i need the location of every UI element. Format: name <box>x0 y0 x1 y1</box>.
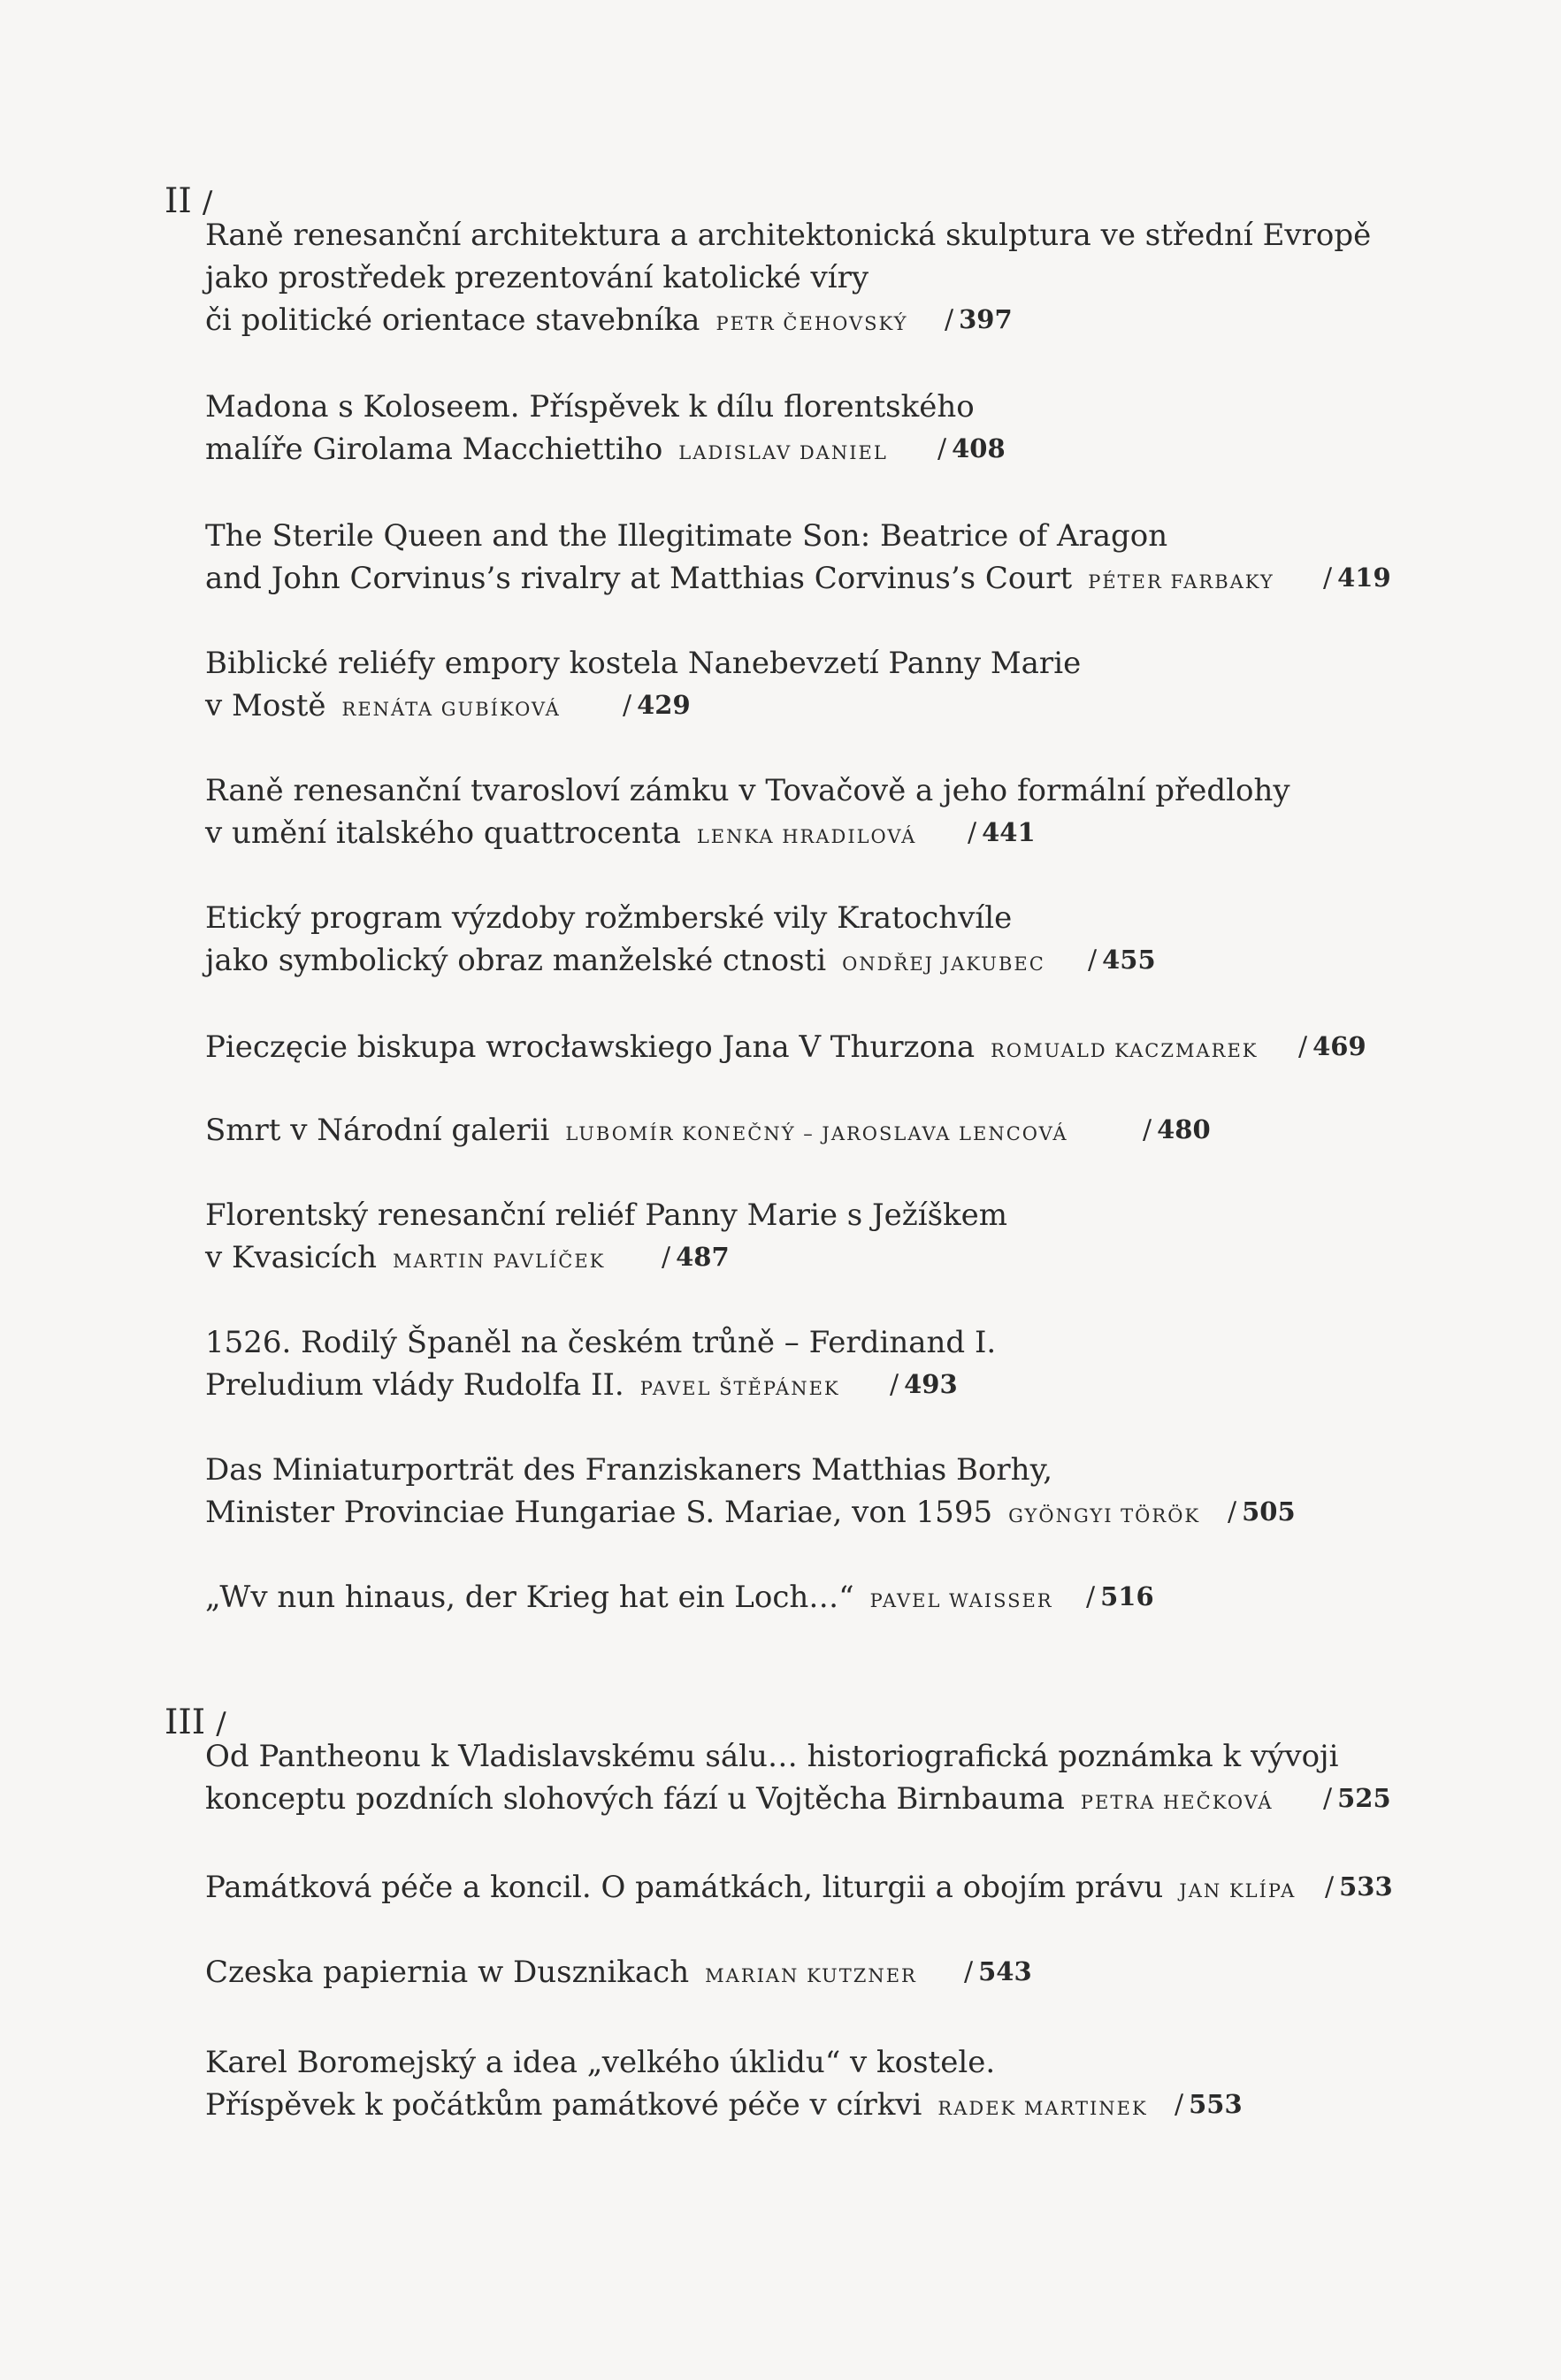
page-number-slash: / <box>1323 1783 1333 1814</box>
entry-author: PÉTER FARBAKY <box>1088 571 1274 593</box>
page-number-slash: / <box>1325 1871 1335 1902</box>
entry-title-line <box>205 1109 1068 1155</box>
section-numeral-text: III <box>165 1703 206 1742</box>
page-number-slash: / <box>1175 2089 1184 2120</box>
entry-title-text: konceptu pozdních slohových fází u Vojtěcha Birnbauma <box>205 1781 1065 1817</box>
entry-title-line <box>205 1364 996 1410</box>
entry-page-number <box>937 433 1006 464</box>
page-number-value: 469 <box>1312 1031 1366 1061</box>
entry-page-number <box>945 304 1013 335</box>
page-number-slash: / <box>968 817 977 848</box>
toc-entry <box>205 897 1045 985</box>
entry-title-line <box>205 299 1371 345</box>
toc-entry <box>205 1321 996 1410</box>
entry-title-text: „Wv nun hinaus, der Krieg hat ein Loch…“ <box>205 1580 854 1615</box>
entry-title-text: Minister Provinciae Hungariae S. Mariae, von 1595 <box>205 1495 993 1530</box>
entry-title-line <box>205 2084 1148 2130</box>
entry-title-text: The Sterile Queen and the Illegitimate Son: Beatrice of Aragon <box>205 518 1168 554</box>
entry-author: LADISLAV DANIEL <box>678 442 888 463</box>
toc-entry <box>205 1576 1053 1622</box>
page-number-value: 397 <box>959 304 1013 334</box>
page-number-value: 408 <box>952 433 1006 463</box>
page-number-value: 525 <box>1337 1783 1391 1813</box>
entry-title-text: v Kvasicích <box>205 1240 378 1275</box>
entry-author: LUBOMÍR KONEČNÝ – JAROSLAVA LENCOVÁ <box>565 1123 1068 1144</box>
entry-title-text: Raně renesanční architektura a architektonická skulptura ve střední Evropě <box>205 218 1372 253</box>
entry-page-number <box>890 1369 958 1400</box>
entry-page-number <box>1228 1496 1296 1527</box>
entry-title-text: malíře Girolama Macchiettiho <box>205 432 663 467</box>
entry-author: JAN KLÍPA <box>1179 1880 1297 1902</box>
entry-title-text: v umění italského quattrocenta <box>205 815 681 851</box>
entry-page-number <box>1325 1871 1393 1902</box>
entry-author: LENKA HRADILOVÁ <box>696 826 917 847</box>
toc-entry <box>205 515 1274 603</box>
entry-page-number <box>623 690 691 721</box>
entry-title-line <box>205 1194 1007 1236</box>
page-number-slash: / <box>1298 1031 1308 1062</box>
entry-page-number <box>968 817 1036 848</box>
entry-title-text: Smrt v Národní galerii <box>205 1113 550 1148</box>
entry-title-text: Florentský renesanční reliéf Panny Marie s Ježíškem <box>205 1198 1007 1233</box>
toc-entry <box>205 1449 1200 1537</box>
entry-title-text: Das Miniaturporträt des Franziskaners Matthias Borhy, <box>205 1452 1053 1488</box>
entry-title-line <box>205 1951 917 1997</box>
entry-title-text: Příspěvek k počátkům památkové péče v církvi <box>205 2087 922 2123</box>
section-numeral-text: II <box>165 181 192 221</box>
entry-author: MARIAN KUTZNER <box>705 1965 917 1986</box>
toc-entry <box>205 1951 917 1997</box>
entry-title-line <box>205 769 1290 812</box>
page-number-value: 543 <box>978 1956 1032 1986</box>
entry-title-line <box>205 939 1045 985</box>
entry-title-text: Od Pantheonu k Vladislavskému sálu… historiografická poznámka k vývoji <box>205 1739 1339 1774</box>
entry-title-line <box>205 428 975 474</box>
entry-page-number <box>1088 945 1156 976</box>
entry-author: MARTIN PAVLÍČEK <box>393 1251 606 1272</box>
page-number-value: 419 <box>1337 562 1391 593</box>
entry-title-text: jako symbolický obraz manželské ctnosti <box>205 943 827 978</box>
page-number-slash: / <box>662 1242 671 1273</box>
page-number-slash: / <box>945 304 954 335</box>
entry-title-line <box>205 515 1274 557</box>
entry-title-text: Raně renesanční tvarosloví zámku v Tovačově a jeho formální předlohy <box>205 773 1290 808</box>
entry-title-line <box>205 1449 1200 1491</box>
entry-title-line <box>205 1778 1338 1824</box>
entry-title-line <box>205 897 1045 939</box>
entry-title-text: Czeska papiernia w Dusznikach <box>205 1955 690 1990</box>
section-slash: / <box>202 185 213 220</box>
toc-entry <box>205 769 1290 858</box>
entry-title-text: Preludium vlády Rudolfa II. <box>205 1367 624 1403</box>
toc-entry <box>205 1866 1296 1912</box>
entry-page-number <box>1323 562 1391 593</box>
entry-page-number <box>1086 1581 1154 1612</box>
page-number-slash: / <box>623 690 632 721</box>
page-number-slash: / <box>1088 945 1098 976</box>
entry-title-line <box>205 1866 1296 1912</box>
entry-title-line <box>205 1491 1200 1537</box>
toc-entry <box>205 1735 1338 1824</box>
entry-author: PETRA HEČKOVÁ <box>1080 1792 1274 1813</box>
page-number-value: 505 <box>1242 1496 1296 1527</box>
entry-title-line <box>205 1576 1053 1622</box>
entry-title-text: Karel Boromejský a idea „velkého úklidu“ v kostele. <box>205 2045 996 2080</box>
page-number-slash: / <box>937 433 947 464</box>
entry-title-line <box>205 214 1371 256</box>
entry-page-number <box>1143 1114 1211 1145</box>
entry-author: GYÖNGYI TÖRÖK <box>1008 1505 1201 1527</box>
entry-author: RADEK MARTINEK <box>937 2098 1148 2119</box>
entry-title-text: Madona s Koloseem. Příspěvek k dílu florentského <box>205 389 975 425</box>
entry-title-text: jako prostředek prezentování katolické víry <box>205 260 869 295</box>
page-number-value: 441 <box>982 817 1036 847</box>
page-number-value: 553 <box>1189 2089 1243 2119</box>
entry-author: PAVEL WAISSER <box>869 1590 1053 1611</box>
entry-page-number <box>662 1242 730 1273</box>
entry-page-number <box>964 1956 1032 1987</box>
page-number-value: 480 <box>1157 1114 1211 1144</box>
page-number-value: 533 <box>1339 1871 1393 1902</box>
page-number-slash: / <box>964 1956 974 1987</box>
entry-author: ONDŘEJ JAKUBEC <box>842 953 1045 975</box>
page-number-slash: / <box>1086 1581 1096 1612</box>
page-number-value: 493 <box>904 1369 958 1399</box>
page-number-slash: / <box>1323 562 1333 593</box>
entry-title-text: Pieczęcie biskupa wrocławskiego Jana V Thurzona <box>205 1029 976 1065</box>
toc-entry <box>205 386 975 474</box>
page-number-slash: / <box>890 1369 899 1400</box>
page-number-value: 487 <box>676 1242 730 1272</box>
page-number-slash: / <box>1143 1114 1152 1145</box>
entry-author: PETR ČEHOVSKÝ <box>715 313 908 334</box>
entry-title-line <box>205 1026 1258 1072</box>
entry-title-line <box>205 812 1290 858</box>
entry-title-text: či politické orientace stavebníka <box>205 302 700 338</box>
entry-author: ROMUALD KACZMAREK <box>991 1040 1259 1061</box>
entry-title-text: v Mostě <box>205 688 326 723</box>
page-number-slash: / <box>1228 1496 1237 1527</box>
entry-title-line <box>205 2041 1148 2084</box>
page-number-value: 516 <box>1100 1581 1154 1611</box>
entry-author: PAVEL ŠTĚPÁNEK <box>639 1378 840 1399</box>
entry-page-number <box>1323 1783 1391 1814</box>
page-number-value: 455 <box>1102 945 1156 975</box>
entry-title-line <box>205 1321 996 1364</box>
entry-title-text: Památková péče a koncil. O památkách, liturgii a obojím právu <box>205 1870 1164 1905</box>
entry-author: RENÁTA GUBÍKOVÁ <box>341 699 561 720</box>
entry-title-text: Etický program výzdoby rožmberské vily Kratochvíle <box>205 900 1013 936</box>
toc-entry <box>205 1194 1007 1282</box>
entry-title-text: and John Corvinus’s rivalry at Matthias Corvinus’s Court <box>205 561 1073 596</box>
entry-title-text: Biblické reliéfy empory kostela Nanebevzetí Panny Marie <box>205 646 1082 681</box>
toc-entry <box>205 1026 1258 1072</box>
toc-entry <box>205 2041 1148 2130</box>
entry-title-line <box>205 642 1081 685</box>
page-number-value: 429 <box>637 690 691 720</box>
entry-title-text: 1526. Rodilý Španěl na českém trůně – Ferdinand I. <box>205 1325 997 1360</box>
toc-entry <box>205 1109 1068 1155</box>
entry-title-line <box>205 386 975 428</box>
entry-page-number <box>1175 2089 1243 2120</box>
entry-page-number <box>1298 1031 1366 1062</box>
entry-title-line <box>205 557 1274 603</box>
entry-title-line <box>205 1735 1338 1778</box>
entry-title-line <box>205 1236 1007 1282</box>
entry-title-line <box>205 256 1371 299</box>
toc-entry <box>205 214 1371 345</box>
section-slash: / <box>216 1706 226 1741</box>
